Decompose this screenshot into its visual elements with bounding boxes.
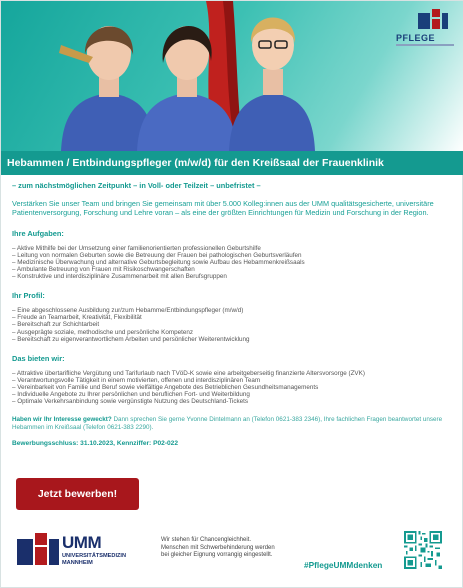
section-title-tasks: Ihre Aufgaben: xyxy=(12,228,64,238)
interest-question: Haben wir Ihr Interesse geweckt? xyxy=(12,416,112,424)
logo-divider xyxy=(396,44,454,46)
hero-banner xyxy=(1,1,463,151)
list-item: – Freude an Teamarbeit, Kreativität, Flexibilität xyxy=(12,314,142,322)
hashtag: #PflegeUMMdenken xyxy=(304,560,383,570)
qr-code-icon[interactable] xyxy=(404,531,442,569)
note-line: bei gleicher Eignung vorrangig eingestellt. xyxy=(161,552,273,558)
list-item: – Verantwortungsvolle Tätigkeit in einem motivierten, offenen und interdisziplinären Team xyxy=(12,376,261,384)
intro-text: Verstärken Sie unser Team und bringen Sie gemeinsam mit über 5.000 Kolleg:innen aus der UMM qualitätsgesicherte, universitäre Patientenversorgung, Forschung und Lehre voran – als eine der größten Einrichtungen für Medizin und Forschung in der Region. xyxy=(12,199,434,218)
note-line: Wir stehen für Chancengleichheit. xyxy=(161,537,252,543)
umm-logo xyxy=(17,531,167,571)
contact-text: Dann sprechen Sie gerne Yvonne Dintelmann an (Telefon 0621-383 2346), Ihre fachlichen Fragen beantwortet unsere Hebammen im Kreißsaal (Telefon 0621-383 2290). xyxy=(12,416,443,432)
job-details xyxy=(12,181,452,447)
umm-mark-icon xyxy=(17,533,61,567)
list-item: – Bereitschaft zu eigenverantwortlichem Arbeiten und persönlicher Weiterentwicklung xyxy=(12,335,250,343)
logo-mark-icon xyxy=(418,9,448,31)
job-title: Hebammen / Entbindungspfleger (m/w/d) für den Kreißsaal der Frauenklinik xyxy=(1,151,463,175)
list-item: – Ausgeprägte soziale, methodische und persönliche Kompetenz xyxy=(12,328,193,336)
profile-list xyxy=(12,307,452,342)
umm-logo-line1: UNIVERSITÄTSMEDIZIN xyxy=(62,553,127,559)
contact-info xyxy=(12,416,452,432)
umm-logo-name: UMM xyxy=(62,533,102,552)
list-item: – Eine abgeschlossene Ausbildung zur/zum Hebamme/Entbindungspfleger (m/w/d) xyxy=(12,307,244,315)
employment-terms: – zum nächstmöglichen Zeitpunkt – in Voll- oder Teilzeit – unbefristet – xyxy=(12,181,261,190)
list-item: – Konstruktive und interdisziplinäre Zusammenarbeit mit allen Berufsgruppen xyxy=(12,273,227,281)
list-item: – Ambulante Betreuung von Frauen mit Risikoschwangerschaften xyxy=(12,266,195,274)
section-title-profile: Ihr Profil: xyxy=(12,291,45,301)
list-item: – Medizinische Überwachung und alternative Geburtsbegleitung sowie Aufbau des Hebammenkreißsaals xyxy=(12,259,305,266)
list-item: – Attraktive übertarifliche Vergütung und Tarifurlaub nach TVöD-K sowie eine arbeitgeberseitig finanzierte Altersvorsorge (ZVK) xyxy=(12,369,365,377)
umm-logo-line2: MANNHEIM xyxy=(62,560,93,566)
pflege-logo xyxy=(394,5,454,53)
equal-opportunity-note xyxy=(161,537,311,560)
benefits-list xyxy=(12,370,452,405)
list-item: – Leitung von normalen Geburten sowie die Betreuung der Frauen bei pathologischen Geburtsverläufen xyxy=(12,251,302,259)
list-item: – Individuelle Angebote zu Ihrer persönlichen und beruflichen Fort- und Weiterbildung xyxy=(12,391,250,399)
tasks-list xyxy=(12,245,452,280)
application-deadline: Bewerbungsschluss: 31.10.2023, Kennziffer: P02-022 xyxy=(12,439,179,447)
list-item: – Bereitschaft zur Schichtarbeit xyxy=(12,321,100,329)
list-item: – Aktive Mithilfe bei der Umsetzung einer familienorientierten professionellen Geburtshilfe xyxy=(12,244,261,252)
section-title-benefits: Das bieten wir: xyxy=(12,353,65,363)
list-item: – Vereinbarkeit von Familie und Beruf sowie vielfältige Angebote des Betrieblichen Gesundheitsmanagements xyxy=(12,383,319,391)
apply-now-button[interactable]: Jetzt bewerben! xyxy=(16,478,139,510)
list-item: – Optimale Verkehrsanbindung sowie vergünstigte Nutzung des Deutschland-Tickets xyxy=(12,398,249,406)
logo-text: PFLEGE xyxy=(396,33,436,43)
note-line: Menschen mit Schwerbehinderung werden xyxy=(161,544,275,551)
